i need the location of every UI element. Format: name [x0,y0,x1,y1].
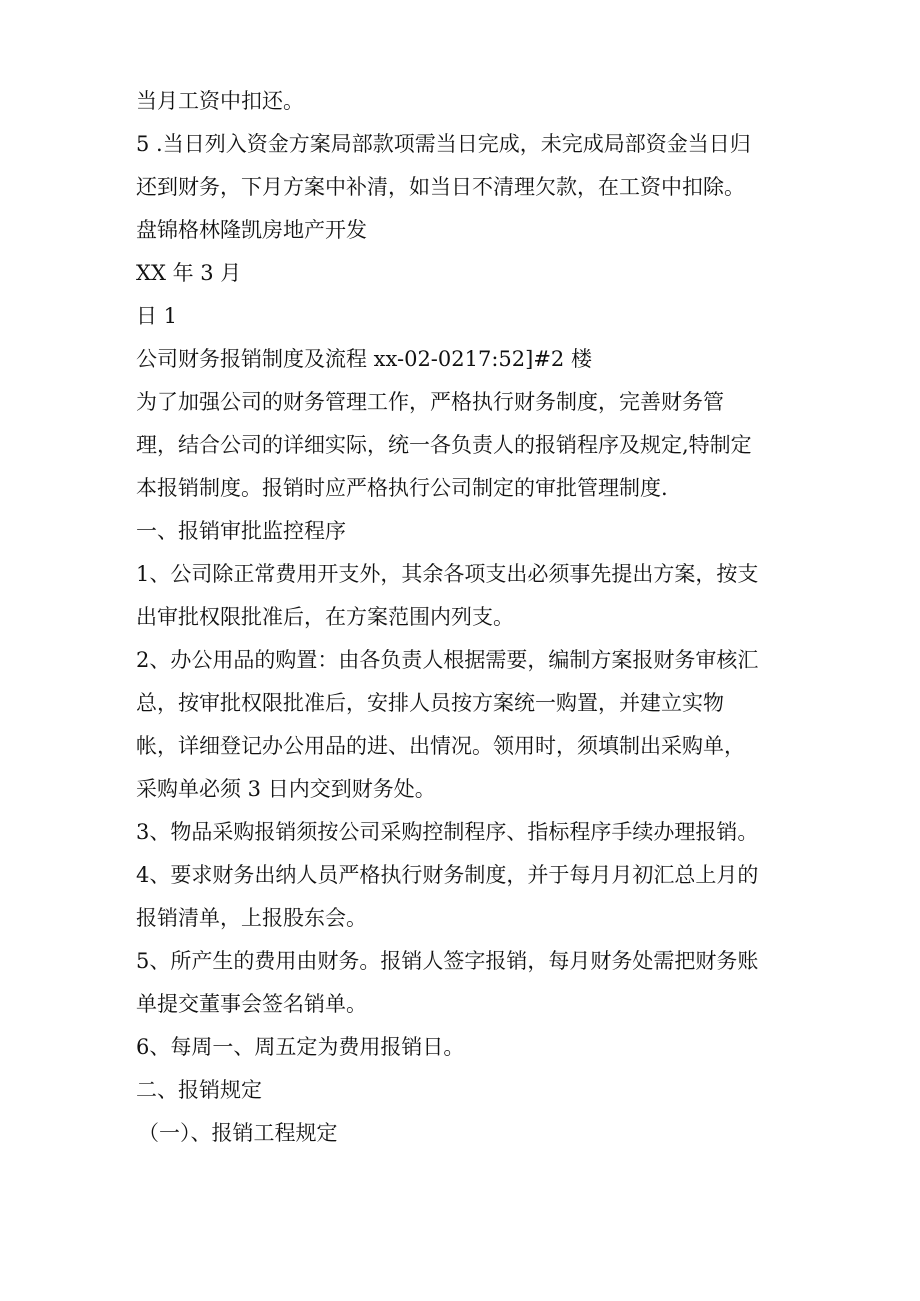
date-year-month: XX 年 3 月 [136,261,242,285]
text-line-16: 帐，详细登记办公用品的进、出情况。领用时，须填制出采购单， [136,734,745,758]
text-line-18: 3、物品采购报销须按公司采购控制程序、指标程序手续办理报销。 [136,820,759,844]
text-line-20: 报销清单，上报股东会。 [136,906,367,930]
company-name: 盘锦格林隆凯房地产开发 [136,218,367,242]
text-line-19: 4、要求财务出纳人员严格执行财务制度，并于每月月初汇总上月的 [136,863,759,887]
text-line-13: 出审批权限批准后，在方案范围内列支。 [136,605,514,629]
text-line-8: 为了加强公司的财务管理工作，严格执行财务制度，完善财务管 [136,390,724,414]
text-line-12: 1、公司除正常费用开支外，其余各项支出必须事先提出方案，按支 [136,562,759,586]
text-line-2: 5 .当日列入资金方案局部款项需当日完成，未完成局部资金当日归 [136,132,751,156]
text-line-21: 5、所产生的费用由财务。报销人签字报销，每月财务处需把财务账 [136,949,759,973]
text-line-3: 还到财务，下月方案中补清，如当日不清理欠款，在工资中扣除。 [136,175,745,199]
section-title: 公司财务报销制度及流程 xx-02-0217:52]#2 楼 [136,347,592,371]
date-day: 日 1 [136,304,178,328]
text-line-1: 当月工资中扣还。 [136,89,304,113]
text-line-15: 总，按审批权限批准后，安排人员按方案统一购置，并建立实物 [136,691,724,715]
subheading-reimbursement-items: （一）、报销工程规定 [138,1121,338,1145]
text-line-10: 本报销制度。报销时应严格执行公司制定的审批管理制度. [136,476,668,500]
text-line-23: 6、每周一、周五定为费用报销日。 [136,1035,465,1059]
heading-approval-procedure: 一、报销审批监控程序 [136,519,346,543]
text-line-9: 理，结合公司的详细实际，统一各负责人的报销程序及规定,特制定 [136,433,752,457]
text-line-22: 单提交董事会签名销单。 [136,992,367,1016]
heading-reimbursement-rules: 二、报销规定 [136,1078,262,1102]
text-line-17: 采购单必须 3 日内交到财务处。 [136,777,436,801]
text-line-14: 2、办公用品的购置：由各负责人根据需要，编制方案报财务审核汇 [136,648,759,672]
